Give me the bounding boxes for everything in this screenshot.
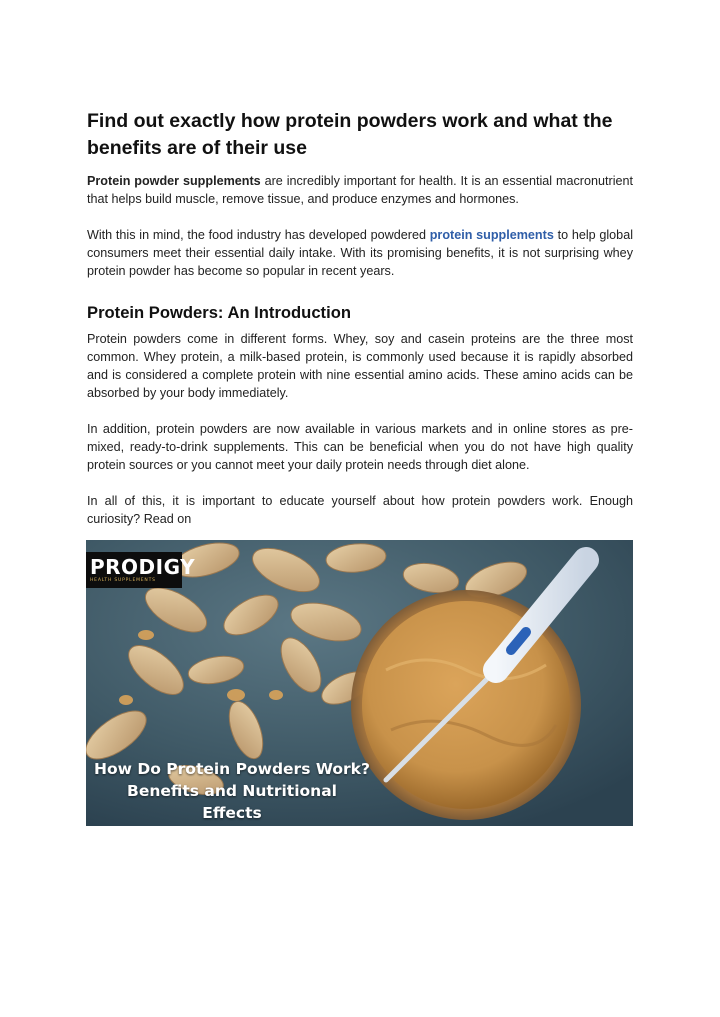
closing-paragraph: In all of this, it is important to educate yourself about how protein powders work. Enough curiosity? Read on — [87, 494, 633, 526]
forms-paragraph: Protein powders come in different forms. Whey, soy and casein proteins are the three most common. Whey protein, a milk-based protein, is commonly used because it is rapidly absorbed and is considered a complete protein with nine essential amino acids. These amino acids can be absorbed by your body immediately. — [87, 332, 633, 400]
industry-after: to help global consumers meet their essential daily intake. With its promising benefits, it is not surprising whey protein powder has become so popular in recent years. — [87, 228, 633, 278]
hero-image — [86, 540, 633, 826]
intro-rest: are incredibly important for health. It is an essential macronutrient that helps build muscle, remove tissue, and produce enzymes and hormones. — [87, 174, 633, 206]
article-title: Find out exactly how protein powders work and what the benefits are of their use — [87, 110, 613, 159]
hero-caption — [86, 758, 378, 824]
protein-supplements-link[interactable]: protein supplements — [429, 228, 554, 242]
logo-subtext: HEALTH SUPPLEMENTS — [90, 578, 156, 583]
hero-caption-line-3: Effects — [202, 804, 262, 822]
intro-lead: Protein powder supplements — [87, 174, 261, 188]
industry-before: With this in mind, the food industry has developed powdered — [87, 228, 430, 242]
section-heading: Protein Powders: An Introduction — [87, 303, 351, 322]
intro-paragraph — [87, 172, 633, 208]
logo-text: PRODIGY — [90, 555, 196, 579]
industry-paragraph — [87, 226, 633, 280]
hero-caption-line-1: How Do Protein Powders Work? — [94, 760, 370, 778]
hero-caption-line-2: Benefits and Nutritional — [127, 782, 337, 800]
availability-paragraph: In addition, protein powders are now available in various markets and in online stores as pre-mixed, ready-to-drink supplements. This can be beneficial when you do not have high quality protein sources or you cannot meet your daily protein needs through diet alone. — [87, 422, 633, 472]
article — [87, 108, 633, 528]
brand-logo — [86, 552, 196, 588]
